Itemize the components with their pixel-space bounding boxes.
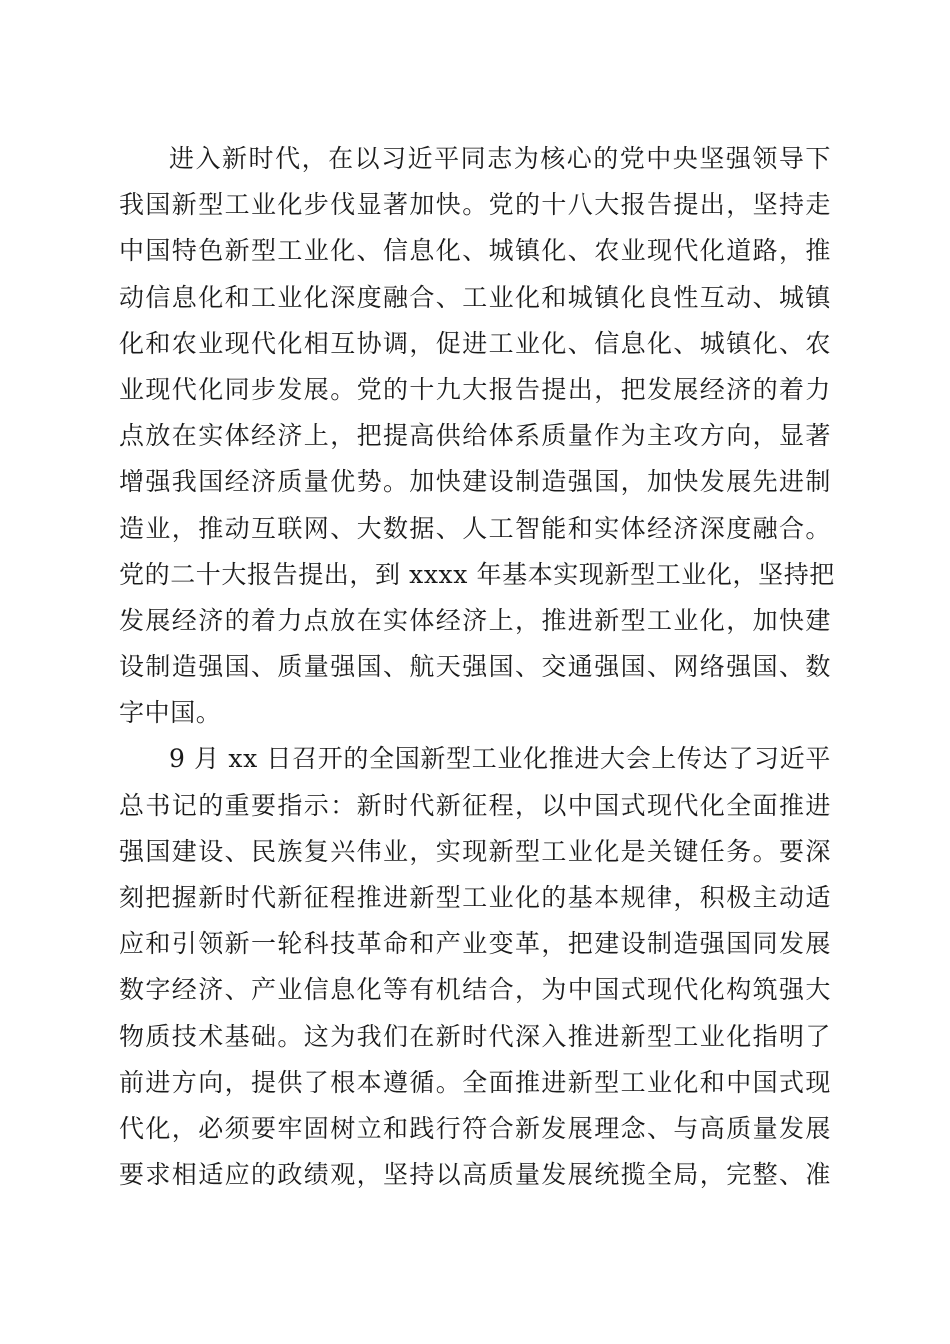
text-line: 进入新时代，在以习近平同志为核心的党中央坚强领导下 (169, 144, 831, 173)
text-line: 动信息化和工业化深度融合、工业化和城镇化良性互动、城镇 (119, 282, 831, 312)
text-line: 应和引领新一轮科技革命和产业变革，把建设制造强国同发展 (119, 929, 831, 959)
text-line: 我国新型工业化步伐显著加快。党的十八大报告提出，坚持走 (119, 190, 831, 220)
text-line: 造业，推动互联网、大数据、人工智能和实体经济深度融合。 (119, 513, 831, 543)
text-line: 总书记的重要指示：新时代新征程，以中国式现代化全面推进 (119, 790, 831, 820)
text-line: 要求相适应的政绩观，坚持以高质量发展统揽全局，完整、准 (119, 1160, 831, 1190)
text-line: 增强我国经济质量优势。加快建设制造强国，加快发展先进制 (119, 467, 831, 497)
paragraph-1 (119, 136, 835, 736)
text-line: 9 月 xx 日召开的全国新型工业化推进大会上传达了习近平 (169, 744, 831, 774)
text-line: 点放在实体经济上，把提高供给体系质量作为主攻方向，显著 (119, 421, 831, 451)
text-line: 字中国。 (119, 698, 222, 728)
text-line: 数字经济、产业信息化等有机结合，为中国式现代化构筑强大 (119, 975, 831, 1005)
text-line: 物质技术基础。这为我们在新时代深入推进新型工业化指明了 (119, 1021, 831, 1051)
text-line: 强国建设、民族复兴伟业，实现新型工业化是关键任务。要深 (119, 836, 831, 866)
text-line: 刻把握新时代新征程推进新型工业化的基本规律，积极主动适 (119, 883, 831, 912)
text-line: 发展经济的着力点放在实体经济上，推进新型工业化，加快建 (119, 605, 831, 635)
text-line: 中国特色新型工业化、信息化、城镇化、农业现代化道路，推 (119, 236, 831, 266)
text-line: 业现代化同步发展。党的十九大报告提出，把发展经济的着力 (119, 374, 831, 404)
text-line: 化和农业现代化相互协调，促进工业化、信息化、城镇化、农 (119, 328, 831, 358)
text-line: 设制造强国、质量强国、航天强国、交通强国、网络强国、数 (119, 652, 831, 682)
text-line: 代化，必须要牢固树立和践行符合新发展理念、与高质量发展 (119, 1113, 831, 1143)
text-line: 党的二十大报告提出，到 xxxx 年基本实现新型工业化，坚持把 (119, 559, 835, 589)
body-text (119, 136, 835, 1198)
paragraph-2 (119, 736, 831, 1198)
text-line: 前进方向，提供了根本遵循。全面推进新型工业化和中国式现 (119, 1067, 831, 1097)
